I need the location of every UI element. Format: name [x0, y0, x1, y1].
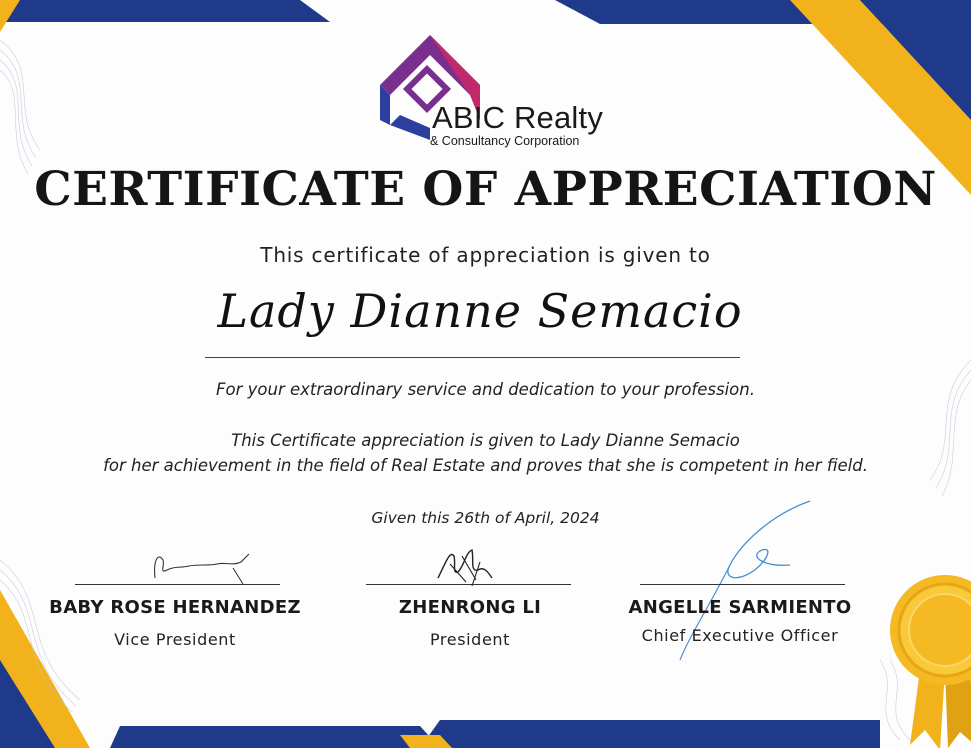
signatory-role-president: President	[429, 630, 511, 649]
dedication-text: For your extraordinary service and dedication to your profession.	[216, 380, 755, 399]
given-date: Given this 26th of April, 2024	[371, 509, 600, 527]
signatory-name-president: ZHENRONG LI	[398, 597, 542, 618]
signature-vice-president	[145, 548, 255, 588]
body-text-line-1: This Certificate appreciation is given to Lady Dianne Semacio	[231, 431, 740, 450]
signature-line-ceo	[640, 584, 845, 585]
signature-line-president	[366, 584, 571, 585]
signatory-name-ceo: ANGELLE SARMIENTO	[628, 597, 852, 618]
body-text-line-2: for her achievement in the field of Real Estate and proves that she is competent in her field.	[103, 456, 868, 475]
organization-tagline: & Consultancy Corporation	[430, 134, 580, 148]
organization-name: ABIC Realty	[432, 100, 604, 135]
top-left-navy-band	[0, 0, 330, 22]
signatory-role-vice-president: Vice President	[114, 630, 236, 649]
bottom-right-navy-band	[420, 720, 880, 748]
signatory-role-ceo: Chief Executive Officer	[641, 626, 839, 645]
bottom-navy-band	[110, 726, 440, 748]
certificate-subtitle: This certificate of appreciation is given to	[260, 243, 711, 267]
signature-line-vice-president	[75, 584, 280, 585]
recipient-name: Lady Dianne Semacio	[217, 284, 743, 338]
certificate-title: CERTIFICATE OF APPRECIATION	[34, 162, 937, 217]
signatory-name-vice-president: BABY ROSE HERNANDEZ	[49, 597, 301, 618]
recipient-underline	[205, 357, 740, 358]
gold-seal-icon	[890, 560, 971, 748]
